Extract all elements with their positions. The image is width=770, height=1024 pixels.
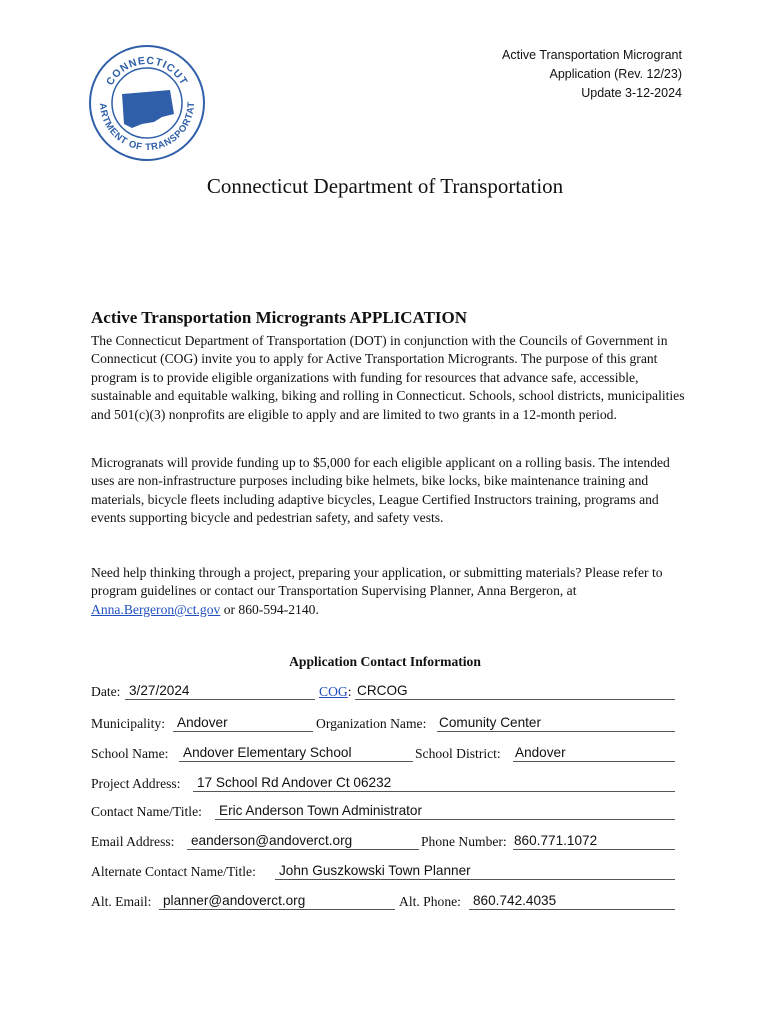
school-district-label: School District: (415, 746, 501, 761)
cog-value: CRCOG (357, 683, 408, 698)
form-name-line: Active Transportation Microgrant (502, 48, 682, 62)
school-name-value: Andover Elementary School (183, 745, 352, 760)
phone-label: Phone Number: (421, 834, 507, 849)
project-address-field[interactable] (193, 773, 675, 792)
org-name-value: Comunity Center (439, 715, 541, 730)
alt-contact-label: Alternate Contact Name/Title: (91, 864, 256, 879)
form-row-project-address (91, 772, 675, 794)
form-update-line: Update 3-12-2024 (581, 86, 682, 100)
intro-paragraph: The Connecticut Department of Transportation (DOT) in conjunction with the Councils of Government in Connecticut (COG) invite you to apply for Active Transportation Microgrants. The purpose of this grant program is to provide eligible organizations with funding for resources that advance safe, accessible, sustainable and equitable walking, biking and rolling in Connecticut. Schools, school districts, municipalities and 501(c)(3) nonprofits are eligible to apply and are limited to two grants in a 12-month period. (91, 333, 685, 422)
email-value: eanderson@andoverct.org (191, 833, 353, 848)
help-paragraph (91, 564, 691, 619)
phone-value: 860.771.1072 (514, 833, 598, 848)
school-name-label: School Name: (91, 746, 169, 761)
contact-name-field[interactable] (215, 801, 675, 820)
form-row-contact (91, 800, 675, 822)
form-revision-line: Application (Rev. 12/23) (549, 67, 682, 81)
cog-colon: : (347, 684, 352, 699)
form-row-municipality-org (91, 712, 675, 734)
alt-email-value: planner@andoverct.org (163, 893, 306, 908)
municipality-value: Andover (177, 715, 228, 730)
alt-email-field[interactable] (159, 891, 395, 910)
seal-ring-text-bottom: ARTMENT OF TRANSPORTAT (96, 101, 198, 154)
ct-dot-seal-logo (88, 44, 206, 162)
form-row-school (91, 742, 675, 764)
date-field[interactable] (125, 681, 315, 700)
help-text: Need help thinking through a project, preparing your application, or submitting materials? Please refer to program guidelines or contact our Transportation Supervising Planner, Anna Bergeron, at (91, 565, 663, 599)
seal-ring-text-top: CONNECTICUT (103, 54, 191, 88)
project-address-value: 17 School Rd Andover Ct 06232 (197, 775, 392, 790)
contact-info-heading: Application Contact Information (289, 654, 481, 669)
help-phone-text: or 860-594-2140. (220, 601, 319, 617)
municipality-label: Municipality: (91, 716, 166, 731)
project-address-label: Project Address: (91, 776, 181, 791)
cog-field[interactable] (355, 681, 675, 700)
cog-link[interactable]: COG (319, 684, 348, 699)
school-district-field[interactable] (513, 743, 675, 762)
org-name-field[interactable] (437, 713, 675, 732)
alt-phone-field[interactable] (469, 891, 675, 910)
contact-name-label: Contact Name/Title: (91, 804, 202, 819)
contact-email-link[interactable]: Anna.Bergeron@ct.gov (91, 601, 221, 617)
email-label: Email Address: (91, 834, 175, 849)
application-heading: Active Transportation Microgrants APPLICATION (91, 308, 468, 327)
form-row-alt-contact (91, 860, 675, 882)
funding-paragraph: Microgranats will provide funding up to $5,000 for each eligible applicant on a rolling basis. The intended uses are non-infrastructure purposes including bike helmets, bike locks, bike maintenance training and materials, bicycle fleets including adaptive bicycles, League Certified Instructors training, programs and events supporting bicycle and pedestrian safety, and safety vests. (91, 455, 670, 526)
municipality-field[interactable] (173, 713, 313, 732)
form-row-email-phone (91, 830, 675, 852)
department-title: Connecticut Department of Transportation (206, 174, 564, 198)
school-district-value: Andover (515, 745, 566, 760)
school-name-field[interactable] (179, 743, 413, 762)
form-row-alt-email-phone (91, 890, 675, 912)
alt-contact-field[interactable] (275, 861, 675, 880)
alt-phone-value: 860.742.4035 (473, 893, 557, 908)
form-row-date-cog (91, 680, 675, 702)
alt-email-label: Alt. Email: (91, 894, 152, 909)
contact-name-value: Eric Anderson Town Administrator (219, 803, 422, 818)
phone-field[interactable] (513, 831, 675, 850)
ct-dot-seal-icon (88, 44, 206, 162)
email-field[interactable] (187, 831, 419, 850)
date-label: Date: (91, 684, 121, 699)
cog-label (319, 684, 351, 700)
org-name-label: Organization Name: (316, 716, 427, 731)
form-revision-info (502, 46, 682, 103)
alt-phone-label: Alt. Phone: (399, 894, 461, 909)
date-value: 3/27/2024 (129, 683, 190, 698)
alt-contact-value: John Guszkowski Town Planner (279, 863, 471, 878)
